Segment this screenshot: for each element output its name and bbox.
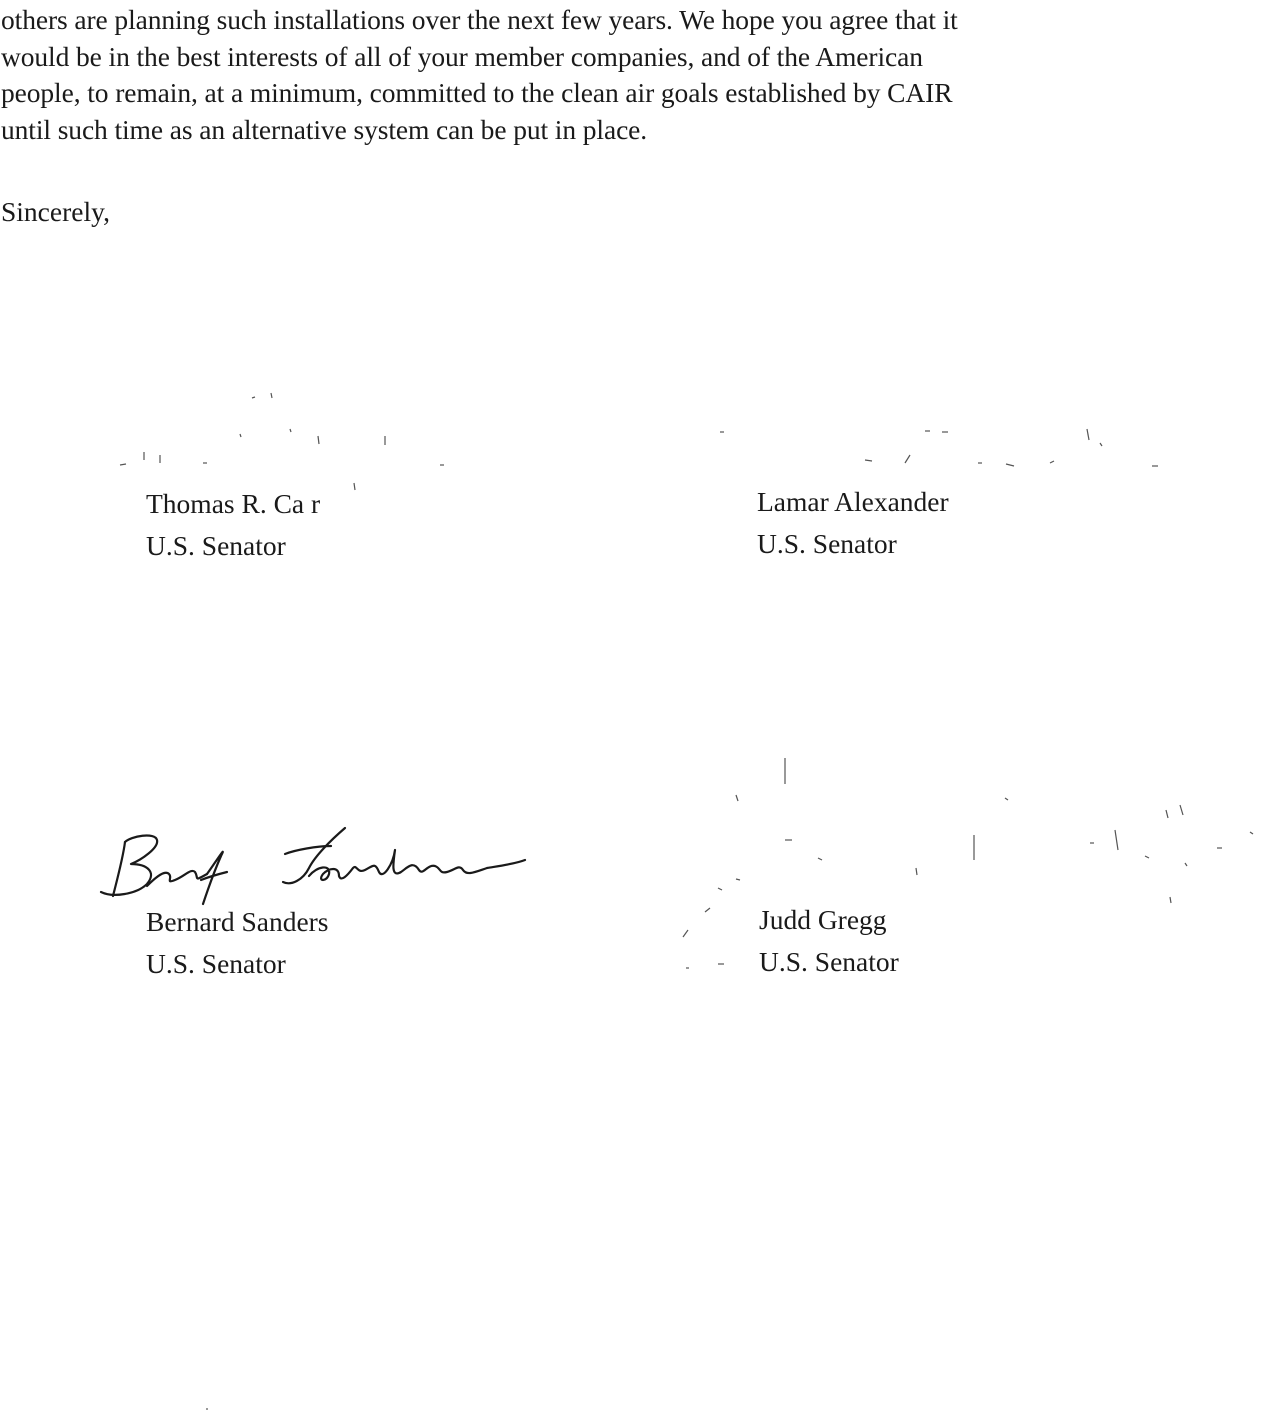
signatory-title: U.S. Senator [146, 530, 286, 561]
signatory-title: U.S. Senator [146, 948, 286, 979]
signatory-thomas-carper [146, 483, 320, 567]
sanders-signature [95, 820, 535, 910]
signatory-title: U.S. Senator [757, 528, 897, 559]
signatory-name: Thomas R. Ca r [146, 488, 321, 519]
closing-salutation: Sincerely, [1, 196, 110, 227]
signatory-title: U.S. Senator [759, 946, 899, 977]
body-line: people, to remain, at a minimum, committed to the clean air goals established by CAIR [1, 77, 953, 108]
signatory-lamar-alexander [757, 481, 949, 565]
signatory-name: Lamar Alexander [757, 486, 949, 517]
body-line: others are planning such installations over the next few years. We hope you agree that it [1, 4, 958, 35]
signatory-bernard-sanders [146, 901, 329, 985]
body-line: until such time as an alternative system can be put in place. [1, 113, 648, 145]
signatory-judd-gregg [759, 899, 899, 983]
signatory-name: Judd Gregg [759, 904, 887, 935]
body-line: would be in the best interests of all of your member companies, and of the American [1, 40, 923, 72]
signatory-name: Bernard Sanders [146, 906, 329, 937]
